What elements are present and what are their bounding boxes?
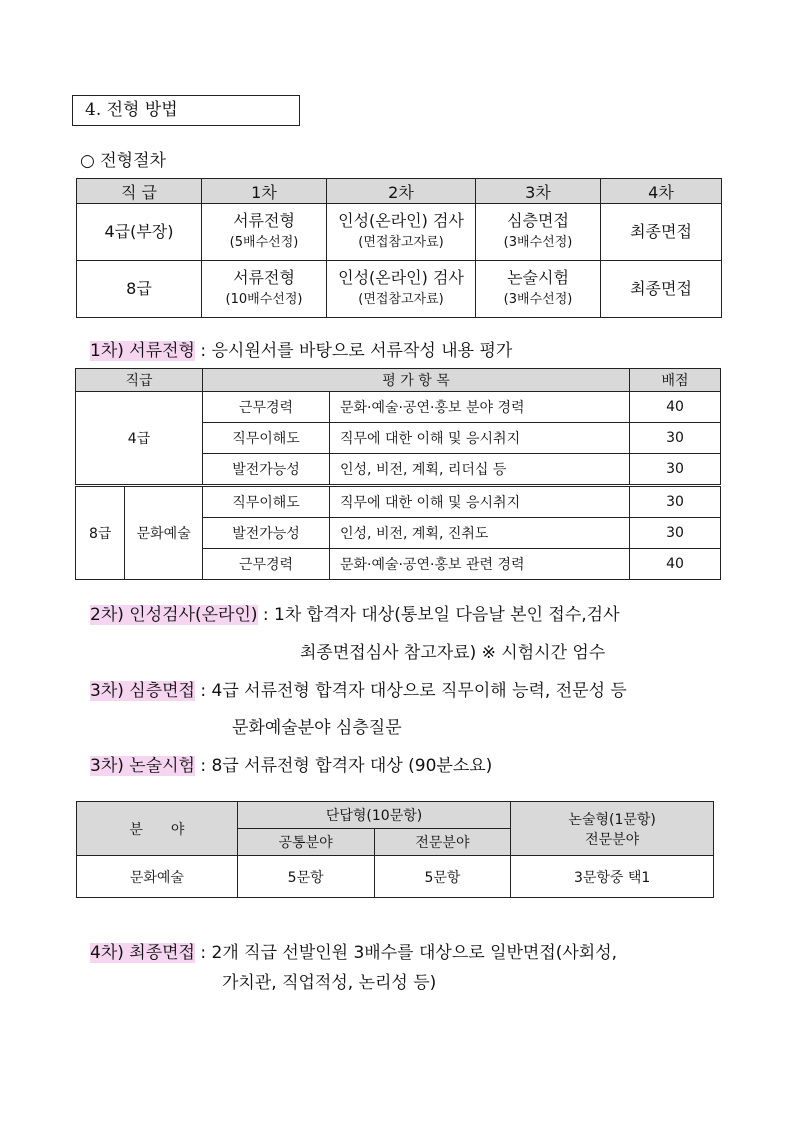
item-cell: 직무이해도 xyxy=(203,423,330,454)
item-cell: 발전가능성 xyxy=(203,518,330,549)
step3b-line xyxy=(90,751,492,776)
common-cell: 5문항 xyxy=(237,856,374,898)
grade-cell: 8급 xyxy=(77,261,202,318)
desc-cell: 직무에 대한 이해 및 응시취지 xyxy=(330,486,630,518)
table-row xyxy=(76,486,721,518)
step3a-text: : 4급 서류전형 합격자 대상으로 직무이해 능력, 전문성 등 xyxy=(200,681,627,701)
score-cell: 30 xyxy=(630,518,721,549)
field-cell: 문화예술 xyxy=(77,856,238,898)
grade-cell: 4급 xyxy=(76,392,203,486)
table-row xyxy=(77,204,722,261)
table-row xyxy=(76,392,721,423)
special-cell: 5문항 xyxy=(374,856,511,898)
subheading: ○ 전형절차 xyxy=(80,151,166,171)
th-grade: 직 급 xyxy=(77,179,202,204)
item-cell: 근무경력 xyxy=(203,392,330,423)
desc-cell: 직무에 대한 이해 및 응시취지 xyxy=(330,423,630,454)
step1-cell: 서류전형 (10배수선정) xyxy=(202,261,327,318)
item-cell: 발전가능성 xyxy=(203,454,330,486)
step3b-label: 3차) 논술시험 xyxy=(90,756,195,776)
step3a-label: 3차) 심층면접 xyxy=(90,681,195,701)
th-short-common: 공통분야 xyxy=(237,829,374,856)
step3a-line2: 문화예술분야 심층질문 xyxy=(232,718,402,738)
th-field: 분 야 xyxy=(77,802,238,856)
step3-cell: 논술시험 (3배수선정) xyxy=(476,261,601,318)
desc-cell: 문화·예술·공연·홍보 분야 경력 xyxy=(330,392,630,423)
section-title: 4. 전형 방법 xyxy=(72,95,300,126)
item-cell: 근무경력 xyxy=(203,549,330,580)
th-step1: 1차 xyxy=(202,179,327,204)
step3b-text: : 8급 서류전형 합격자 대상 (90분소요) xyxy=(200,756,493,776)
process-table xyxy=(76,178,722,318)
step4-cell: 최종면접 xyxy=(601,204,722,261)
score-cell: 30 xyxy=(630,423,721,454)
step4-line xyxy=(90,938,617,963)
field-cell: 문화예술 xyxy=(125,486,203,580)
table-row xyxy=(77,856,714,898)
th-step4: 4차 xyxy=(601,179,722,204)
item-cell: 직무이해도 xyxy=(203,486,330,518)
th-essay: 논술형(1문항) 전문분야 xyxy=(511,802,714,856)
step2-line xyxy=(90,600,620,625)
table-row xyxy=(77,261,722,318)
step4-text: : 2개 직급 선발인원 3배수를 대상으로 일반면접(사회성, xyxy=(200,943,618,963)
th-short-special: 전문분야 xyxy=(374,829,511,856)
score-cell: 40 xyxy=(630,549,721,580)
step2-text: : 1차 합격자 대상(통보일 다음날 본인 접수,검사 xyxy=(262,605,620,625)
score-cell: 30 xyxy=(630,454,721,486)
desc-cell: 문화·예술·공연·홍보 관련 경력 xyxy=(330,549,630,580)
score-cell: 40 xyxy=(630,392,721,423)
score-cell: 30 xyxy=(630,486,721,518)
step4-label: 4차) 최종면접 xyxy=(90,943,195,963)
th-step2: 2차 xyxy=(327,179,476,204)
step1-label: 1차) 서류전형 xyxy=(90,341,195,361)
step3-cell: 심층면접 (3배수선정) xyxy=(476,204,601,261)
desc-cell: 인성, 비전, 계획, 진취도 xyxy=(330,518,630,549)
th-step3: 3차 xyxy=(476,179,601,204)
grade-cell: 4급(부장) xyxy=(77,204,202,261)
grade-cell: 8급 xyxy=(76,486,125,580)
step1-text: : 응시원서를 바탕으로 서류작성 내용 평가 xyxy=(200,341,513,361)
step1-cell: 서류전형 (5배수선정) xyxy=(202,204,327,261)
step1-line xyxy=(90,336,512,361)
essay-cell: 3문항중 택1 xyxy=(511,856,714,898)
desc-cell: 인성, 비전, 계획, 리더십 등 xyxy=(330,454,630,486)
th-items: 평 가 항 목 xyxy=(203,369,630,392)
step2-cell: 인성(온라인) 검사 (면접참고자료) xyxy=(327,204,476,261)
th-short: 단답형(10문항) xyxy=(237,802,511,829)
step2-label: 2차) 인성검사(온라인) xyxy=(90,605,258,625)
exam-table xyxy=(76,801,714,898)
step4-line2: 가치관, 직업적성, 논리성 등) xyxy=(222,973,437,993)
step3a-line xyxy=(90,676,627,701)
step2-line2: 최종면접심사 참고자료) ※ 시험시간 엄수 xyxy=(300,643,606,663)
step4-cell: 최종면접 xyxy=(601,261,722,318)
step2-cell: 인성(온라인) 검사 (면접참고자료) xyxy=(327,261,476,318)
eval-table xyxy=(75,368,721,580)
th-grade: 직급 xyxy=(76,369,203,392)
th-score: 배점 xyxy=(630,369,721,392)
